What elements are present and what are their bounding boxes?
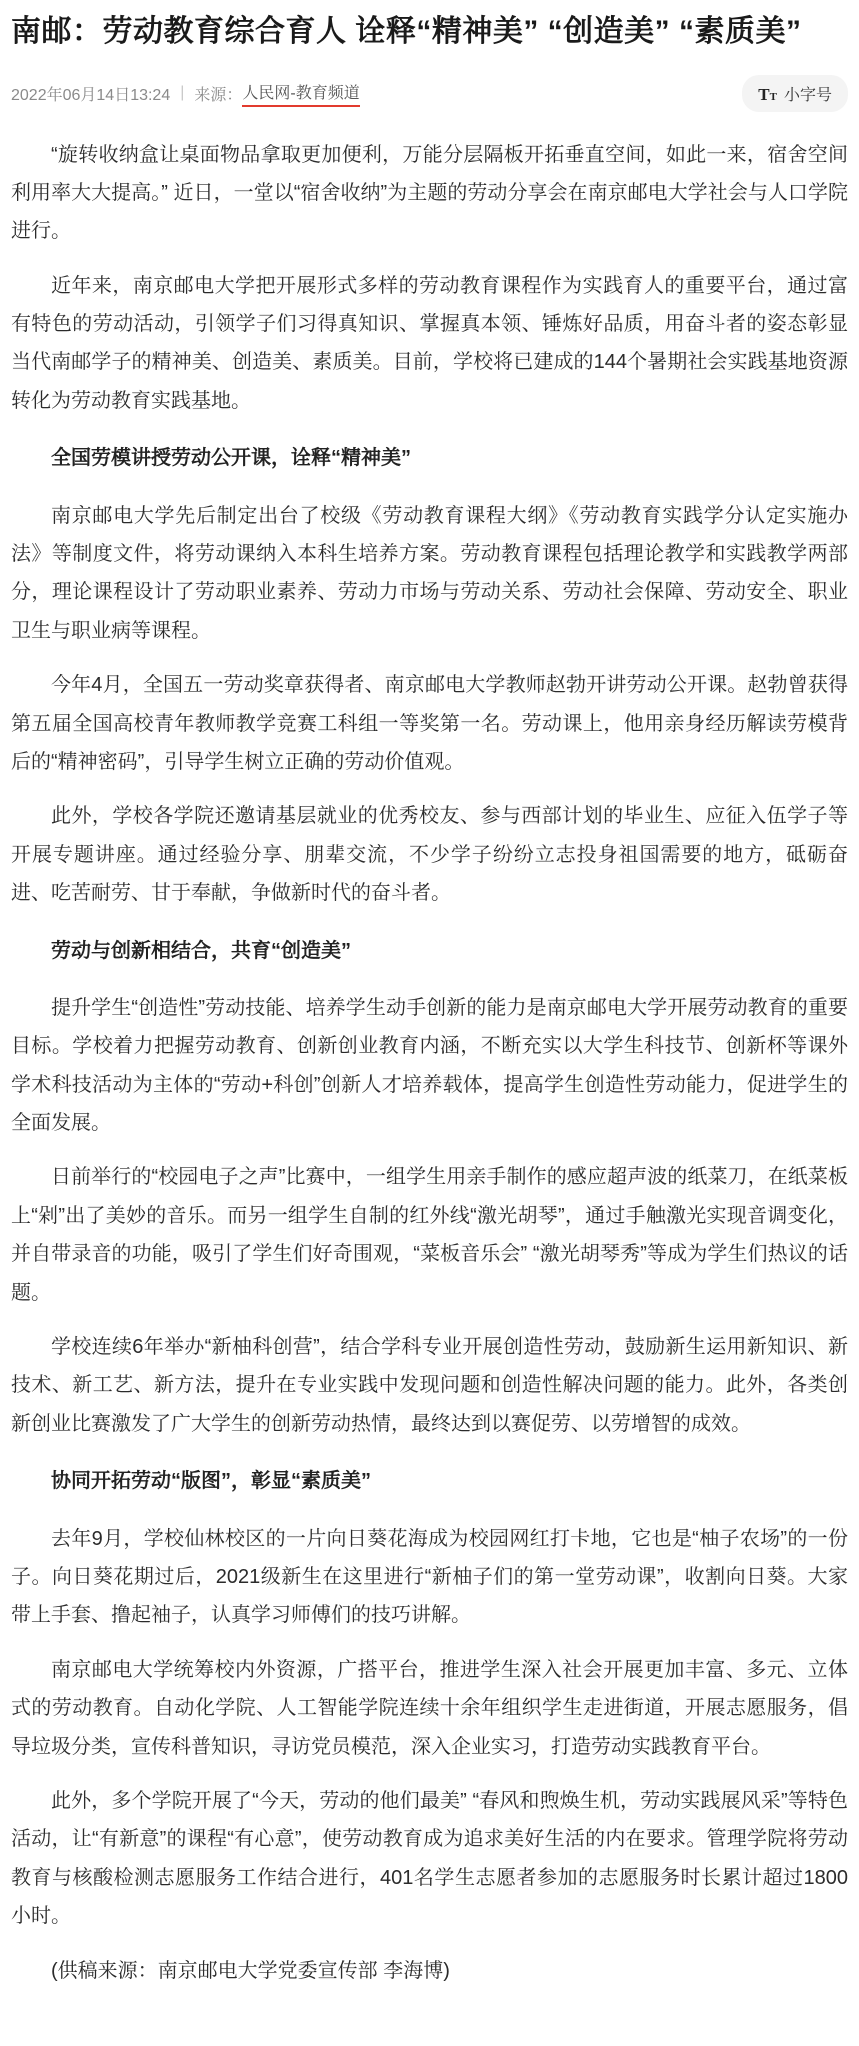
article-paragraph: 提升学生“创造性”劳动技能、培养学生动手创新的能力是南京邮电大学开展劳动教育的重要目标。学校着力把握劳动教育、创新创业教育内涵，不断充实以大学生科技节、创新杯等课外学术科技活动为主体的“劳动+科创”创新人才培养载体，提高学生创造性劳动能力，促进学生的全面发展。 [11, 996, 848, 1135]
font-size-button-label: 小字号 [783, 86, 832, 104]
source-link[interactable]: 人民网-教育频道 [242, 80, 359, 107]
article-body [11, 136, 848, 1990]
article-paragraph: 南京邮电大学先后制定出台了校级《劳动教育课程大纲》《劳动教育实践学分认定实施办法》等制度文件，将劳动课纳入本科生培养方案。劳动教育课程包括理论教学和实践教学两部分，理论课程设计了劳动职业素养、劳动力市场与劳动关系、劳动社会保障、劳动安全、职业卫生与职业病等课程。 [11, 504, 848, 642]
article-paragraph: 今年4月，全国五一劳动奖章获得者、南京邮电大学教师赵勃开讲劳动公开课。赵勃曾获得第五届全国高校青年教师教学竞赛工科组一等奖第一名。劳动课上，他用亲身经历解读劳模背后的“精神密码”，引导学生树立正确的劳动价值观。 [11, 674, 848, 773]
publish-datetime: 2022年06月14日13:24 [11, 86, 171, 104]
font-size-button[interactable] [742, 75, 848, 112]
section-heading: 劳动与创新相结合，共育“创造美” [51, 939, 351, 962]
section-heading: 协同开拓劳动“版图”，彰显“素质美” [51, 1470, 371, 1493]
article-contributor-note: (供稿来源：南京邮电大学党委宣传部 李海博) [51, 1959, 450, 1982]
font-size-icon [758, 85, 777, 105]
font-size-icon-large-t: T [758, 84, 770, 104]
font-size-icon-small-t: T [769, 90, 777, 103]
page-title: 南邮：劳动教育综合育人 诠释“精神美” “创造美” “素质美” [11, 15, 802, 48]
article-paragraph: “旋转收纳盒让桌面物品拿取更加便利，万能分层隔板开拓垂直空间，如此一来，宿舍空间利用率大大提高。” 近日，一堂以“宿舍收纳”为主题的劳动分享会在南京邮电大学社会与人口学院进行。 [11, 143, 848, 243]
article-paragraph: 日前举行的“校园电子之声”比赛中，一组学生用亲手制作的感应超声波的纸菜刀，在纸菜板上“剁”出了美妙的音乐。而另一组学生自制的红外线“激光胡琴”，通过手触激光实现音调变化，并自带录音的功能，吸引了学生们好奇围观，“菜板音乐会” “激光胡琴秀”等成为学生们热议的话题。 [11, 1166, 848, 1304]
article-paragraph: 此外，学校各学院还邀请基层就业的优秀校友、参与西部计划的毕业生、应征入伍学子等开展专题讲座。通过经验分享、朋辈交流，不少学子纷纷立志投身祖国需要的地方，砥砺奋进、吃苦耐劳、甘于奉献，争做新时代的奋斗者。 [11, 805, 848, 905]
source-label: 来源： [194, 86, 243, 104]
meta-info [11, 80, 360, 107]
section-heading: 全国劳模讲授劳动公开课，诠释“精神美” [51, 447, 411, 470]
article-paragraph: 此外，多个学院开展了“今天，劳动的他们最美” “春风和煦焕生机，劳动实践展风采”等特色活动，让“有新意”的课程“有心意”，使劳动教育成为追求美好生活的内在要求。管理学院将劳动教育与核酸检测志愿服务工作结合进行，401名学生志愿者参加的志愿服务时长累计超过1800小时。 [11, 1789, 848, 1928]
meta-separator: | [180, 84, 185, 101]
article-paragraph: 去年9月，学校仙林校区的一片向日葵花海成为校园网红打卡地，它也是“柚子农场”的一份子。向日葵花期过后，2021级新生在这里进行“新柚子们的第一堂劳动课”，收割向日葵。大家带上手套、撸起袖子，认真学习师傅们的技巧讲解。 [11, 1527, 848, 1627]
meta-row [11, 75, 848, 112]
article-paragraph: 学校连续6年举办“新柚科创营”，结合学科专业开展创造性劳动，鼓励新生运用新知识、新技术、新工艺、新方法，提升在专业实践中发现问题和创造性解决问题的能力。此外，各类创新创业比赛激发了广大学生的创新劳动热情，最终达到以赛促劳、以劳增智的成效。 [11, 1336, 848, 1435]
article-paragraph: 近年来，南京邮电大学把开展形式多样的劳动教育课程作为实践育人的重要平台，通过富有特色的劳动活动，引领学子们习得真知识、掌握真本领、锤炼好品质，用奋斗者的姿态彰显当代南邮学子的精神美、创造美、素质美。目前，学校将已建成的144个暑期社会实践基地资源转化为劳动教育实践基地。 [11, 274, 848, 412]
article-paragraph: 南京邮电大学统筹校内外资源，广搭平台，推进学生深入社会开展更加丰富、多元、立体式的劳动教育。自动化学院、人工智能学院连续十余年组织学生走进街道，开展志愿服务，倡导垃圾分类，宣传科普知识，寻访党员模范，深入企业实习，打造劳动实践教育平台。 [11, 1658, 848, 1758]
